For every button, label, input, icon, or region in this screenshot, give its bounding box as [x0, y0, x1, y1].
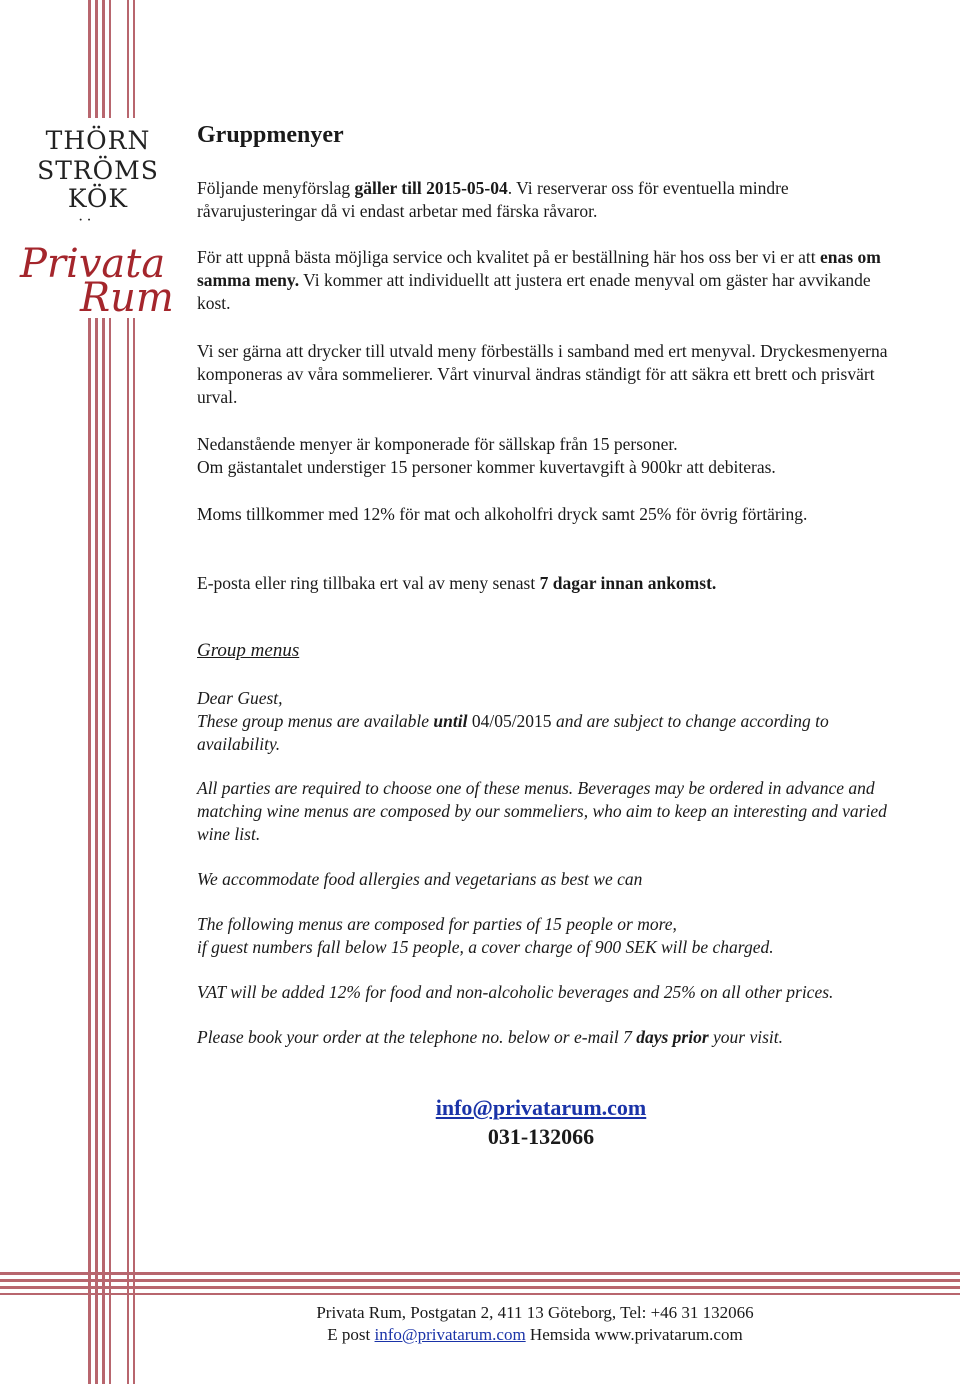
horizontal-stripe: [0, 1279, 960, 1282]
text: Vi kommer att individuellt att justera ert enade menyval om gäster har avvikande kost.: [197, 270, 871, 313]
logo-script-privata: Privata: [20, 241, 166, 287]
horizontal-stripe: [0, 1286, 960, 1289]
booking-deadline: 7 dagar innan ankomst.: [539, 573, 717, 593]
same-menu-emphasis: enas om samma meny.: [197, 247, 881, 290]
days-prior-emphasis: days prior: [636, 1027, 709, 1047]
contact-email-link[interactable]: info@privatarum.com: [435, 1095, 647, 1120]
footer-contact: [0, 1325, 960, 1345]
footer-address: Privata Rum, Postgatan 2, 411 13 Göteborg, Tel: +46 31 132066: [316, 1303, 754, 1322]
paragraph-party-size: [197, 433, 897, 479]
english-paragraph-vat: VAT will be added 12% for food and non-alcoholic beverages and 25% on all other prices.: [197, 982, 834, 1002]
footer-email-link[interactable]: info@privatarum.com: [374, 1325, 526, 1344]
paragraph-validity: [197, 177, 897, 223]
validity-date: 04/05/2015: [467, 711, 552, 731]
horizontal-stripe: [0, 1293, 960, 1295]
text: These group menus are available: [197, 711, 434, 731]
text: E-posta eller ring tillbaka ert val av meny senast: [197, 573, 540, 593]
english-title: Group menus: [197, 640, 300, 661]
text: Följande menyförslag: [197, 178, 355, 198]
logo-script-rum: Rum: [80, 275, 174, 321]
english-paragraph-allergies: We accommodate food allergies and vegetarians as best we can: [197, 869, 643, 889]
paragraph-vat: Moms tillkommer med 12% för mat och alkoholfri dryck samt 25% för övrig förtäring.: [197, 504, 808, 524]
text: Om gästantalet understiger 15 personer kommer kuvertavgift à 900kr att debiteras.: [197, 457, 776, 477]
logo: [18, 118, 178, 321]
until-emphasis: until: [433, 711, 468, 731]
text: För att uppnå bästa möjliga service och kvalitet på er beställning här hos oss ber vi er att: [197, 247, 821, 267]
english-paragraph-menus: All parties are required to choose one of these menus. Beverages may be ordered in advance and matching wine menus are composed by our sommeliers, who aim to keep an interesting and varied wine list.: [197, 778, 887, 844]
text: Nedanstående menyer är komponerade för sällskap från 15 personer.: [197, 434, 678, 454]
logo-line-kok: KÖK: [67, 184, 129, 213]
paragraph-beverages: Vi ser gärna att drycker till utvald meny förbeställs i samband med ert menyval. Dryckesmenyerna komponeras av våra sommelierer. Vårt vinurval ändras ständigt för att säkra ett brett och prisvärt urval.: [197, 341, 888, 407]
text: your visit.: [708, 1027, 784, 1047]
text: Hemsida www.privatarum.com: [525, 1325, 743, 1344]
horizontal-stripe: [0, 1272, 960, 1275]
english-greeting: [197, 687, 897, 756]
paragraph-same-menu: [197, 246, 897, 315]
logo-dots: ··: [78, 212, 95, 229]
english-paragraph-party-size: [197, 913, 897, 959]
text: if guest numbers fall below 15 people, a cover charge of 900 SEK will be charged.: [197, 937, 774, 957]
greeting: Dear Guest,: [197, 688, 283, 708]
text: and are subject to change according to availability.: [197, 711, 829, 754]
text: . Vi reserverar oss för eventuella mindre råvarujusteringar då vi endast arbetar med färska råvaror.: [197, 178, 789, 221]
paragraph-booking: [197, 572, 897, 595]
logo-line-thorn: THÖRN: [45, 126, 151, 155]
contact-phone: 031-132066: [487, 1124, 595, 1149]
text: Please book your order at the telephone no. below or e-mail 7: [197, 1027, 637, 1047]
text: E post: [327, 1325, 375, 1344]
text: The following menus are composed for parties of 15 people or more,: [197, 914, 677, 934]
page-title: Gruppmenyer: [197, 122, 344, 148]
logo-line-stroms: STRÖMS: [37, 156, 159, 185]
validity-date: gäller till 2015-05-04: [354, 178, 508, 198]
english-paragraph-booking: [197, 1026, 897, 1049]
